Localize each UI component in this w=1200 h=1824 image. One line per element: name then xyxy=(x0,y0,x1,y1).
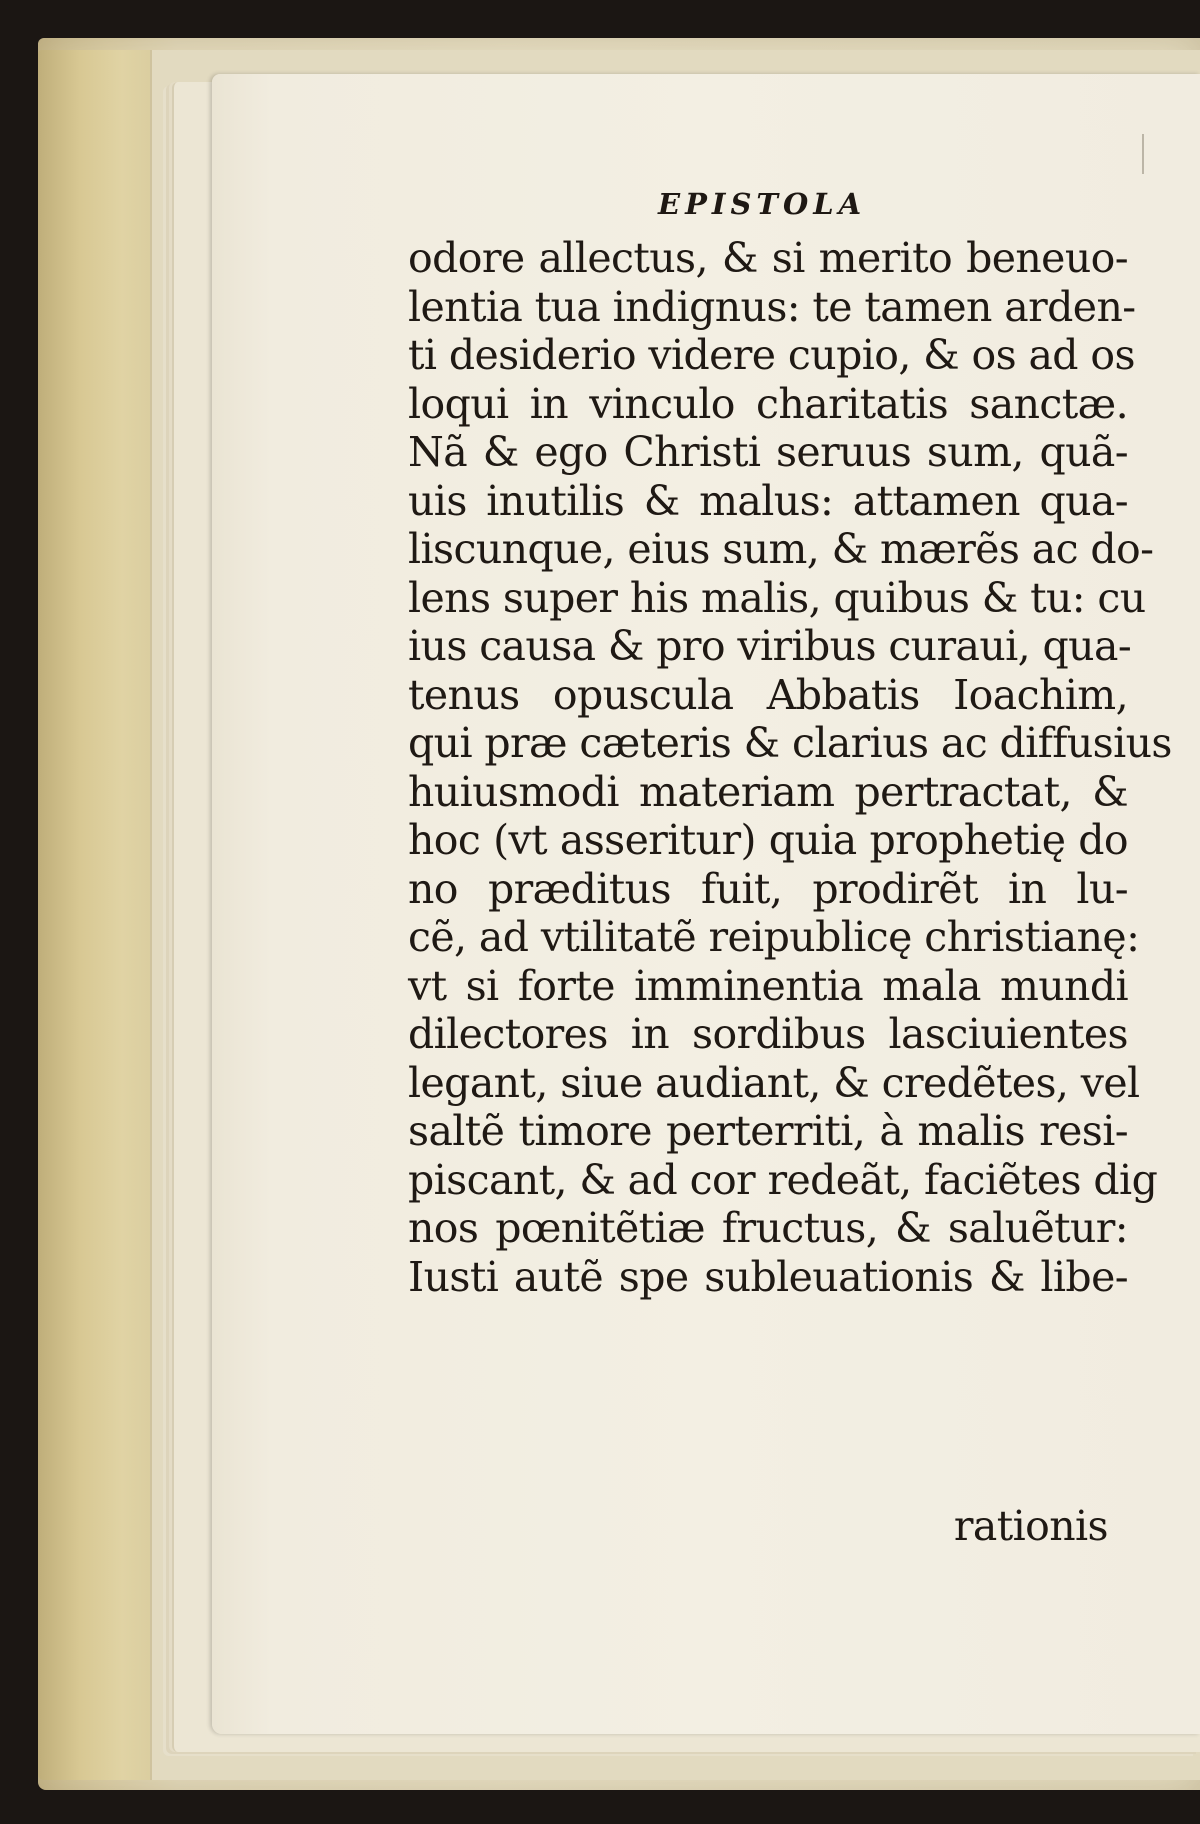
thread-mark xyxy=(1142,134,1144,174)
catchword: rationis xyxy=(953,1502,1108,1550)
text-line: dilectores in sordibus lasciuientes xyxy=(408,1010,1128,1058)
text-line: ti desiderio videre cupio, & os ad os xyxy=(408,331,1135,379)
text-line: liscunque, eius sum, & mærẽs ac do- xyxy=(408,525,1154,573)
text-line: piscant, & ad cor redeãt, faciẽtes dig xyxy=(408,1155,1158,1204)
body-text xyxy=(408,234,1172,1301)
text-line: uis inutilis & malus: attamen qua- xyxy=(408,476,1128,525)
text-line: saltẽ timore perterriti, à malis resi- xyxy=(408,1107,1128,1155)
text-line: lens super his malis, quibus & tu: cu xyxy=(408,573,1146,622)
text-line: odore allectus, & si merito beneuo- xyxy=(408,234,1128,282)
text-line: tenus opuscula Abbatis Ioachim, xyxy=(408,670,1128,719)
text-line: no præditus fuit, prodirẽt in lu- xyxy=(408,864,1128,913)
text-line: Iusti autẽ spe subleuationis & libe- xyxy=(408,1252,1128,1301)
text-line: vt si forte imminentia mala mundi xyxy=(408,961,1128,1010)
text-line: Nã & ego Christi seruus sum, quã- xyxy=(408,428,1128,476)
text-line: hoc (vt asseritur) quia prophetię do xyxy=(408,816,1128,864)
text-line: nos pœnitẽtiæ fructus, & saluẽtur: xyxy=(408,1204,1128,1252)
text-line: huiusmodi materiam pertractat, & xyxy=(408,767,1128,816)
text-line: ius causa & pro viribus curaui, qua- xyxy=(408,622,1132,670)
text-line: legant, siue audiant, & credẽtes, vel xyxy=(408,1058,1140,1107)
running-head: EPISTOLA xyxy=(658,187,867,221)
binding-spine xyxy=(38,50,158,1780)
text-line: loqui in vinculo charitatis sanctæ. xyxy=(408,379,1128,428)
text-line: lentia tua indignus: te tamen arden- xyxy=(408,282,1136,331)
text-line: qui præ cæteris & clarius ac diffusius xyxy=(408,719,1172,767)
text-line: cẽ, ad vtilitatẽ reipublicę christianę: xyxy=(408,913,1140,961)
